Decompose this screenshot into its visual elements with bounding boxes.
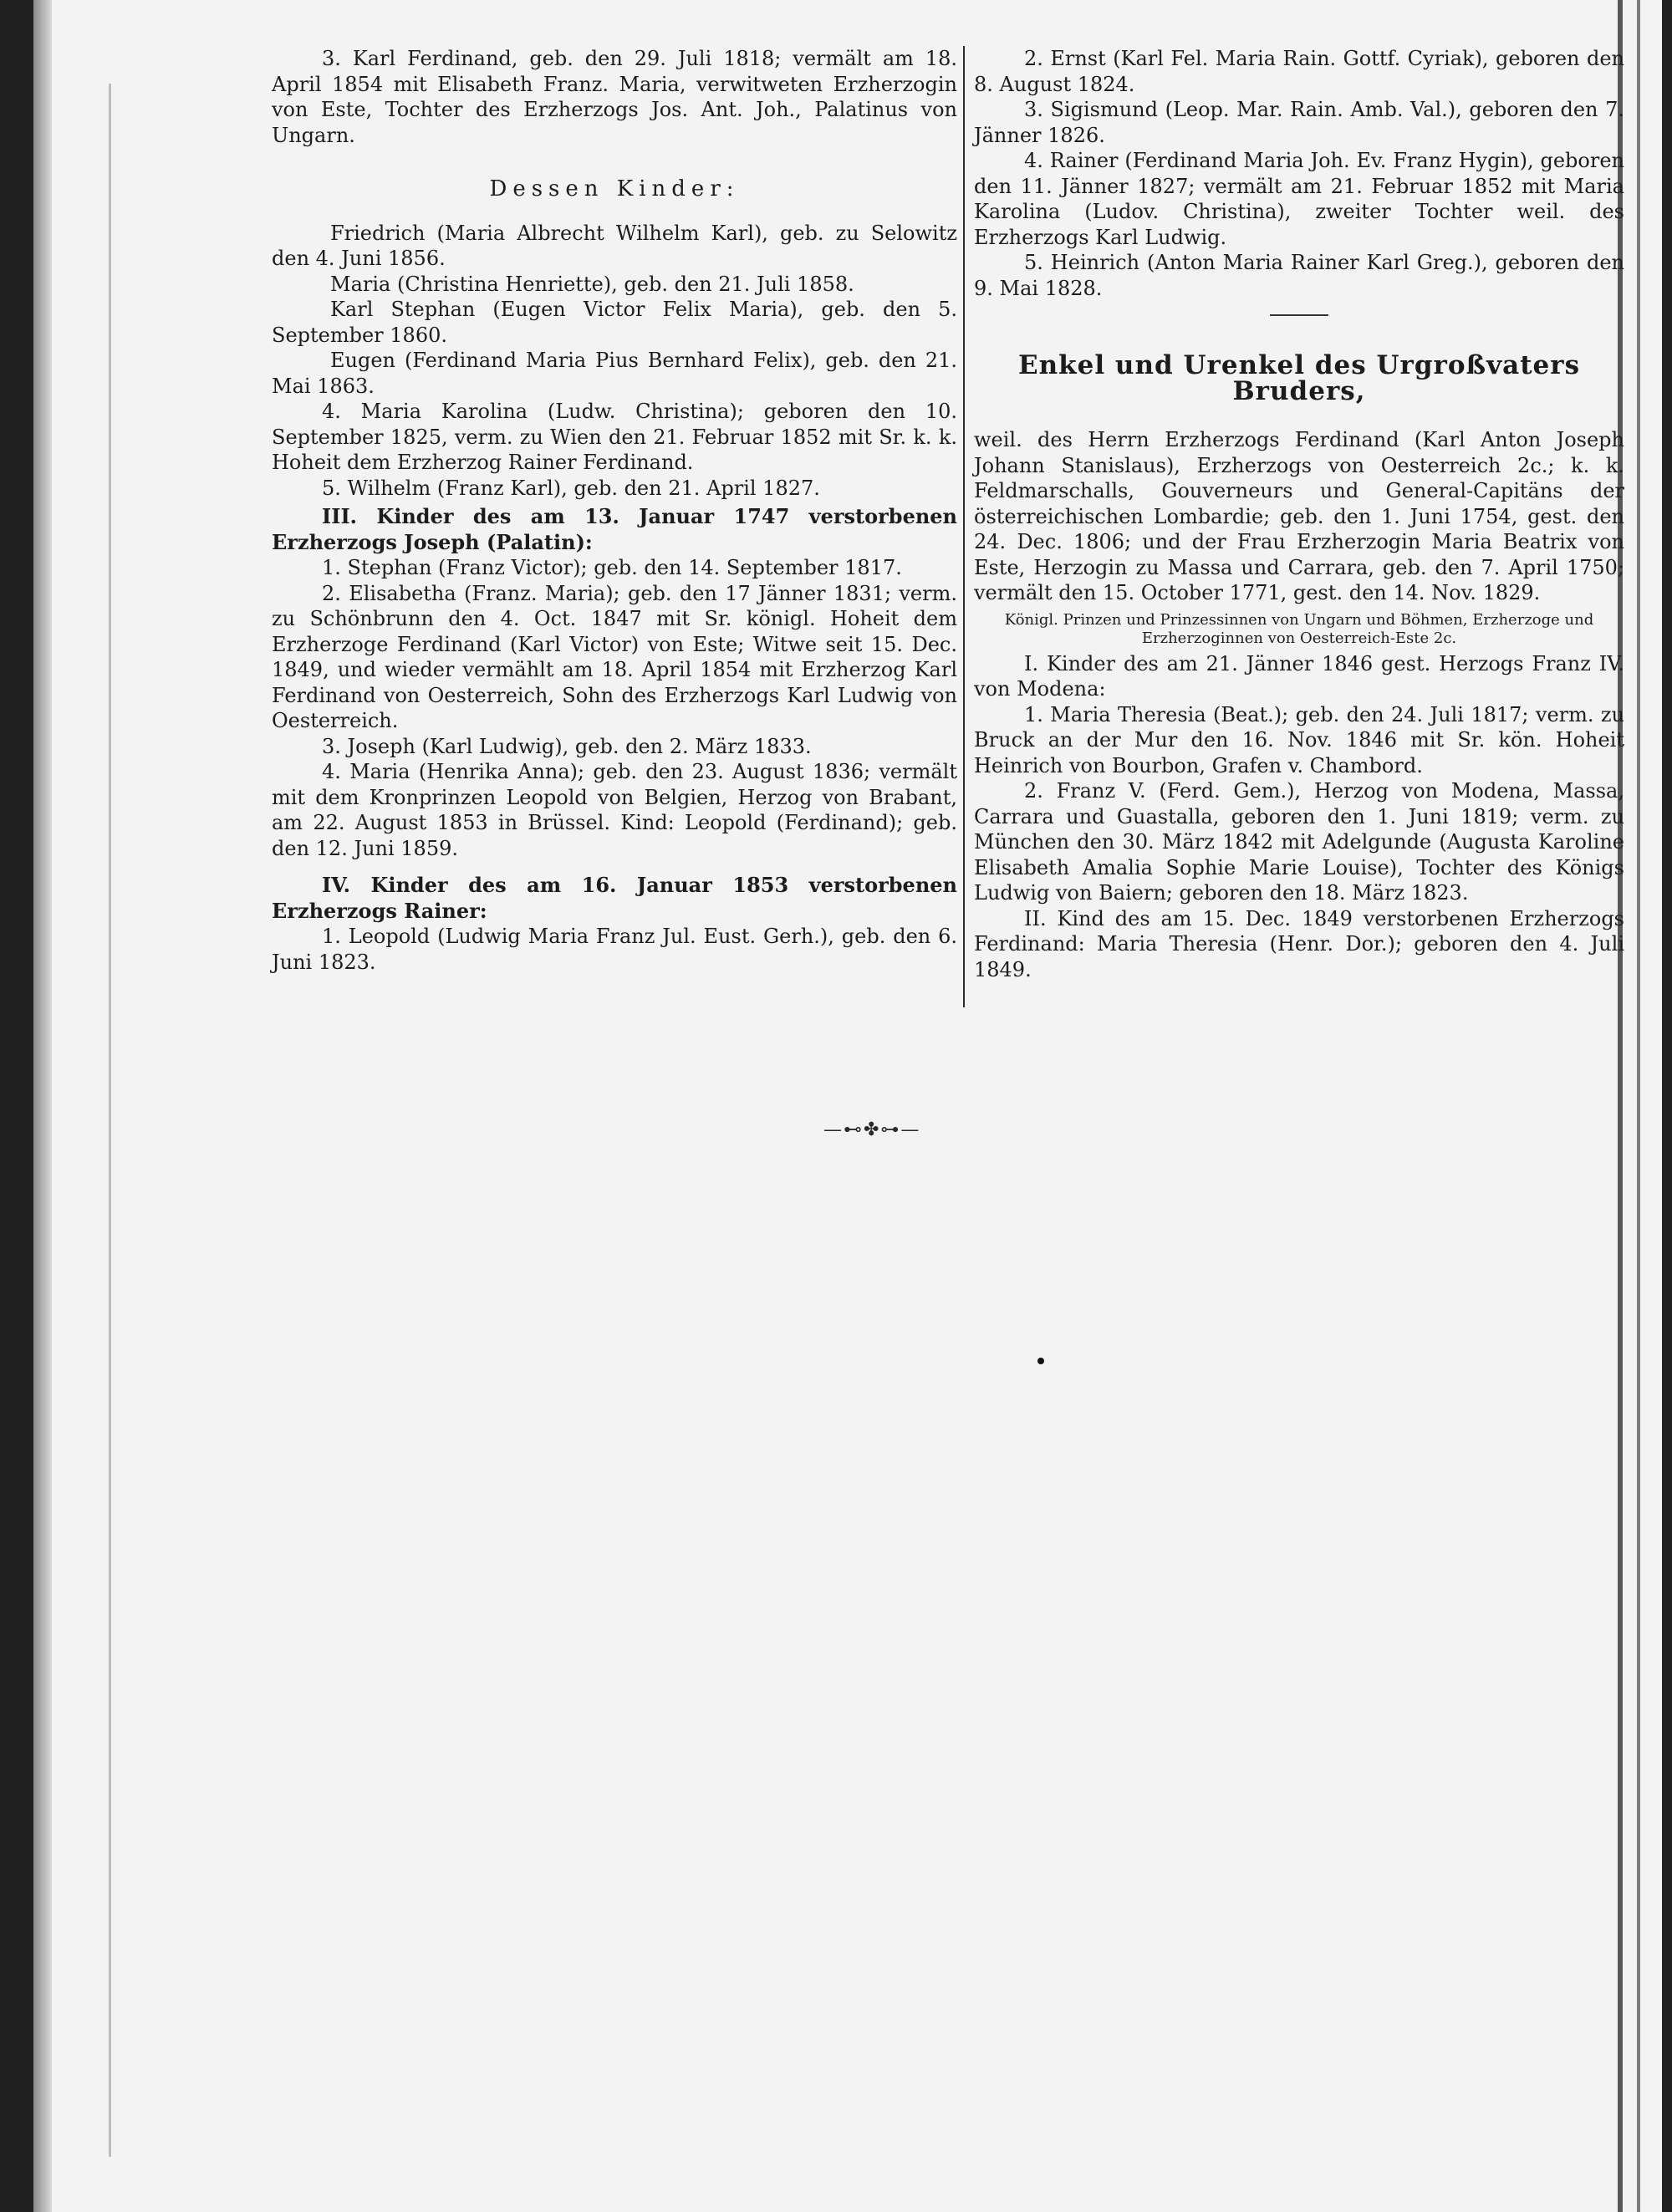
entry-stephan: 1. Stephan (Franz Victor); geb. den 14. September 1817. — [322, 556, 902, 579]
section-rule — [1270, 314, 1328, 316]
entry-wilhelm: 5. Wilhelm (Franz Karl), geb. den 21. April 1827. — [322, 476, 820, 500]
entry-sigismund: 3. Sigismund (Leop. Mar. Rain. Amb. Val.), geboren den 7. Jänner 1826. — [974, 98, 1624, 147]
entry-ernst: 2. Ernst (Karl Fel. Maria Rain. Gottf. Cyriak), geboren den 8. August 1824. — [974, 47, 1624, 96]
child-maria: Maria (Christina Henriette), geb. den 21. Juli 1858. — [330, 272, 854, 296]
entry-maria-henrika: 4. Maria (Henrika Anna); geb. den 23. August 1836; vermält mit dem Kronprinzen Leopold von Belgien, Herzog von Brabant, am 22. August 1853 in Brüssel. Kind: Leopold (Ferdinand); geb. den 12. Juni 1859. — [272, 760, 957, 860]
scan-left-shadow — [0, 0, 33, 2212]
section-i-heading: I. Kinder des am 21. Jänner 1846 gest. Herzogs Franz IV. von Modena: — [974, 651, 1624, 701]
child-karl-stephan: Karl Stephan (Eugen Victor Felix Maria), geb. den 5. September 1860. — [272, 298, 957, 347]
ink-speck — [1037, 1358, 1044, 1364]
scan-right-shadow — [1662, 0, 1672, 2212]
section-iv-heading: IV. Kinder des am 16. Januar 1853 verstorbenen Erzherzogs Rainer: — [272, 873, 957, 923]
entry-heinrich: 5. Heinrich (Anton Maria Rainer Karl Greg.), geboren den 9. Mai 1828. — [974, 251, 1624, 300]
entry-franz-v: 2. Franz V. (Ferd. Gem.), Herzog von Modena, Massa, Carrara und Guastalla, geboren den 1. Juni 1819; verm. zu München den 30. März 1842 mit Adelgunde (Augusta Karoline Elisabeth Amalia Sophie Marie Louise), Tochter des Königs Ludwig von Baiern; geboren den 18. März 1823. — [974, 779, 1624, 905]
section-ii-entry: II. Kind des am 15. Dec. 1849 verstorbenen Erzherzogs Ferdinand: Maria Theresia (Henr. Dor.); geboren den 4. Juli 1849. — [974, 906, 1624, 981]
column-divider — [963, 46, 965, 1007]
child-eugen: Eugen (Ferdinand Maria Pius Bernhard Felix), geb. den 21. Mai 1863. — [272, 349, 957, 398]
page-right-border-outer — [1637, 0, 1640, 2212]
entry-maria-theresia-beat: 1. Maria Theresia (Beat.); geb. den 24. Juli 1817; verm. zu Bruck an der Mur den 16. Nov. 1846 mit Sr. kön. Hoheit Heinrich von Bourbon, Grafen v. Chambord. — [974, 702, 1624, 777]
page-gutter-line — [109, 84, 111, 2157]
end-ornament: —⊷✤⊶— — [823, 1119, 921, 1140]
subheading-dessen-kinder: Dessen Kinder: — [489, 176, 740, 201]
note-prinzen: Königl. Prinzen und Prinzessinnen von Ungarn und Böhmen, Erzherzoge und Erzherzoginnen von Oesterreich-Este 2c. — [1004, 610, 1594, 647]
scan-left-edge — [33, 0, 52, 2212]
entry-karl-ferdinand: 3. Karl Ferdinand, geb. den 29. Juli 1818; vermält am 18. April 1854 mit Elisabeth Franz. Maria, verwitweten Erzherzogin von Este, Tochter des Erzherzogs Jos. Ant. Joh., Palatinus von Ungarn. — [272, 47, 957, 147]
entry-rainer: 4. Rainer (Ferdinand Maria Joh. Ev. Franz Hygin), geboren den 11. Jänner 1827; vermält am 21. Februar 1852 mit Maria Karolina (Ludov. Christina), zweiter Tochter weil. des Erzherzogs Karl Ludwig. — [974, 149, 1624, 249]
entry-leopold: 1. Leopold (Ludwig Maria Franz Jul. Eust. Gerh.), geb. den 6. Juni 1823. — [272, 925, 957, 974]
left-column — [272, 46, 957, 975]
intro-ferdinand: weil. des Herrn Erzherzogs Ferdinand (Karl Anton Joseph Johann Stanislaus), Erzherzogs von Oesterreich 2c.; k. k. Feldmarschalls, Gouverneurs und General-Capitäns der österreichischen Lombardie; geb. den 1. Juni 1754, gest. den 24. Dec. 1806; und der Frau Erzherzogin Maria Beatrix von Este, Herzogin zu Massa und Carrara, geb. den 7. April 1750; vermält den 15. October 1771, gest. den 14. Nov. 1829. — [974, 428, 1624, 604]
entry-joseph: 3. Joseph (Karl Ludwig), geb. den 2. März 1833. — [322, 734, 812, 758]
entry-elisabetha: 2. Elisabetha (Franz. Maria); geb. den 17 Jänner 1831; verm. zu Schönbrunn den 4. Oct. 1847 mit Sr. königl. Hoheit dem Erzherzoge Ferdinand (Karl Victor) von Este; Witwe seit 15. Dec. 1849, und wieder vermählt am 18. April 1854 mit Erzherzog Karl Ferdinand von Oesterreich, Sohn des Erzherzogs Karl Ludwig von Oesterreich. — [272, 581, 957, 732]
heading-enkel-und-urenkel: Enkel und Urenkel des Urgroßvaters Bruders, — [1017, 350, 1581, 406]
right-column — [974, 46, 1624, 982]
section-iii-heading: III. Kinder des am 13. Januar 1747 verstorbenen Erzherzogs Joseph (Palatin): — [272, 504, 957, 554]
entry-maria-karolina: 4. Maria Karolina (Ludw. Christina); geboren den 10. September 1825, verm. zu Wien den 21. Februar 1852 mit Sr. k. k. Hoheit dem Erzherzog Rainer Ferdinand. — [272, 400, 957, 474]
child-friedrich: Friedrich (Maria Albrecht Wilhelm Karl), geb. zu Selowitz den 4. Juni 1856. — [272, 221, 957, 270]
